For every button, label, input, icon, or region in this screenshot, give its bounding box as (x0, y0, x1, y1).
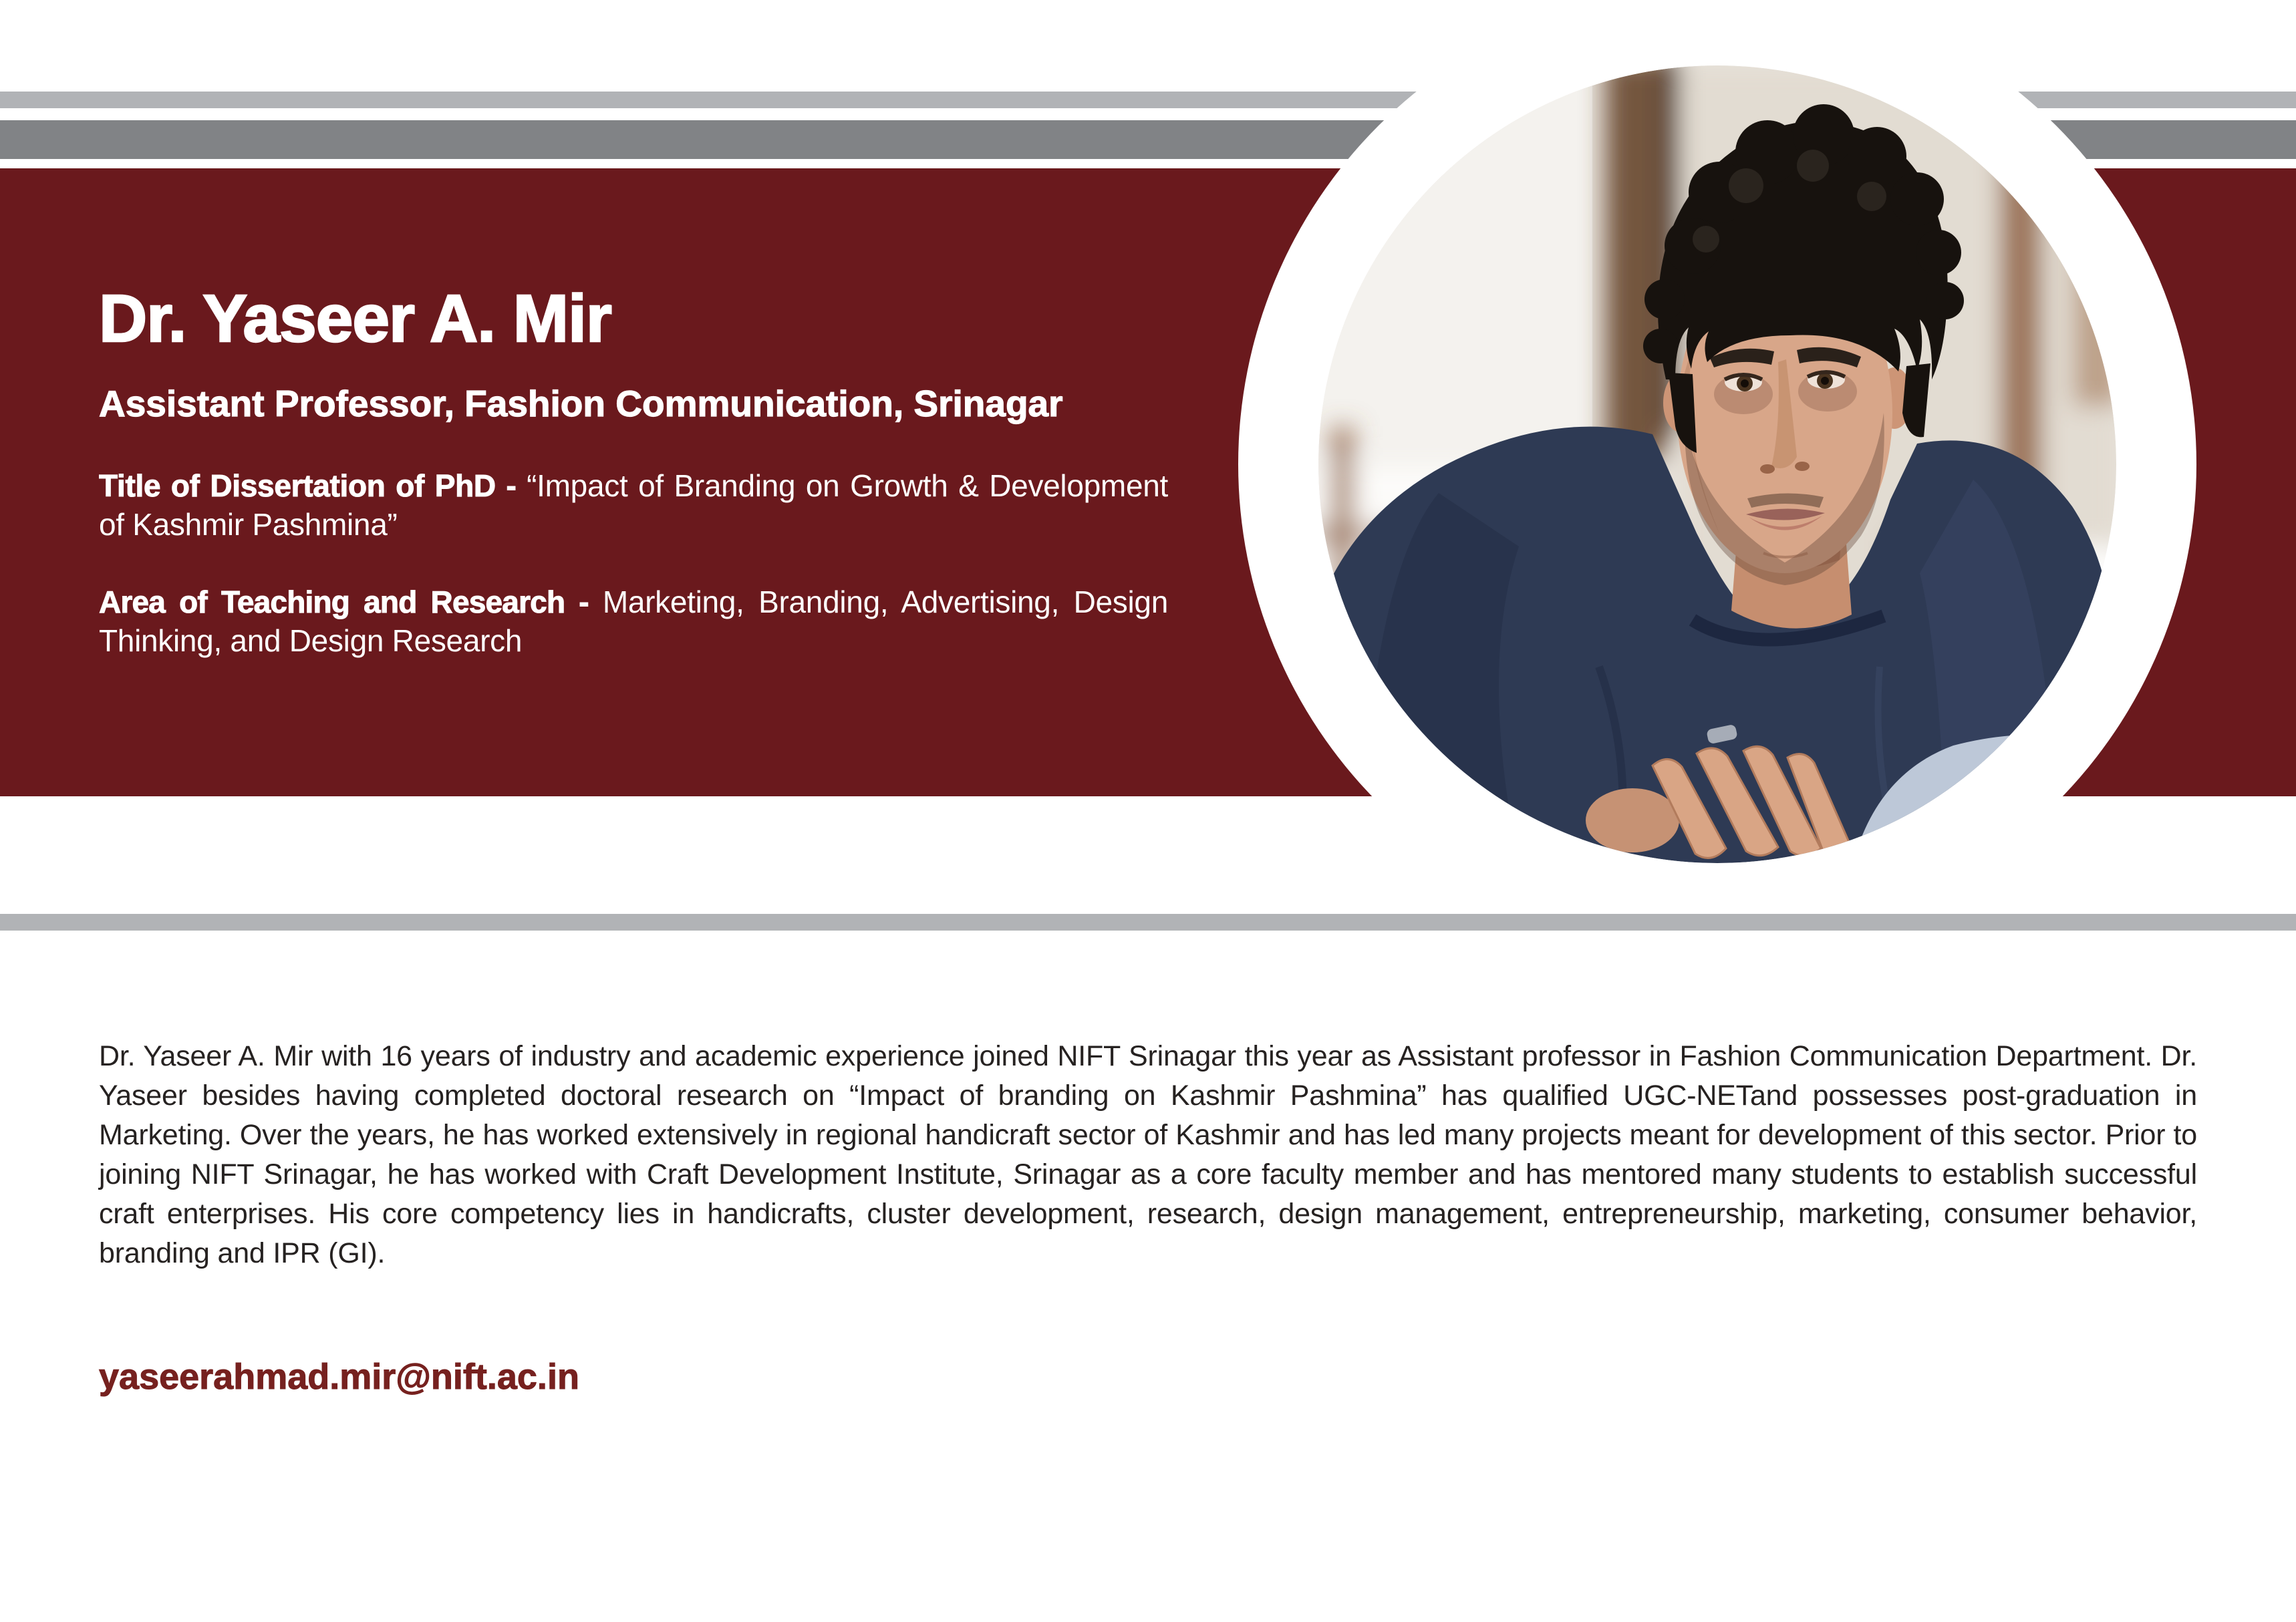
dissertation-paragraph (99, 466, 1168, 544)
profile-name: Dr. Yaseer A. Mir (99, 281, 611, 356)
bottom-stripe-light (0, 914, 2296, 931)
research-paragraph (99, 583, 1168, 660)
portrait-photo-svg (1318, 65, 2116, 863)
banner-text-block (99, 168, 1168, 660)
portrait-photo (1318, 65, 2116, 863)
email-link[interactable]: yaseerahmad.mir@nift.ac.in (99, 1357, 579, 1397)
profile-designation: Assistant Professor, Fashion Communication, Srinagar (99, 383, 1063, 424)
research-text: Marketing, Branding, Advertising, Design Thinking, and Design Research (99, 585, 1168, 658)
dissertation-text: “Impact of Branding on Growth & Development of Kashmir Pashmina” (99, 468, 1168, 542)
bio-paragraph: Dr. Yaseer A. Mir with 16 years of industry and academic experience joined NIFT Srinagar this year as Assistant professor in Fashion Communication Department. Dr. Yaseer besides having completed doctoral research on “Impact of branding on Kashmir Pashmina” has qualified UGC-NETand possesses post-graduation in Marketing. Over the years, he has worked extensively in regional handicraft sector of Kashmir and has led many projects meant for development of this sector. Prior to joining NIFT Srinagar, he has worked with Craft Development Institute, Srinagar as a core faculty member and has mentored many students to establish successful craft enterprises. His core competency lies in handicrafts, cluster development, research, design management, entrepreneurship, marketing, consumer behavior, branding and IPR (GI). (99, 1040, 2197, 1269)
research-label: Area of Teaching and Research - (99, 585, 603, 619)
dissertation-label: Title of Dissertation of PhD - (99, 468, 527, 503)
